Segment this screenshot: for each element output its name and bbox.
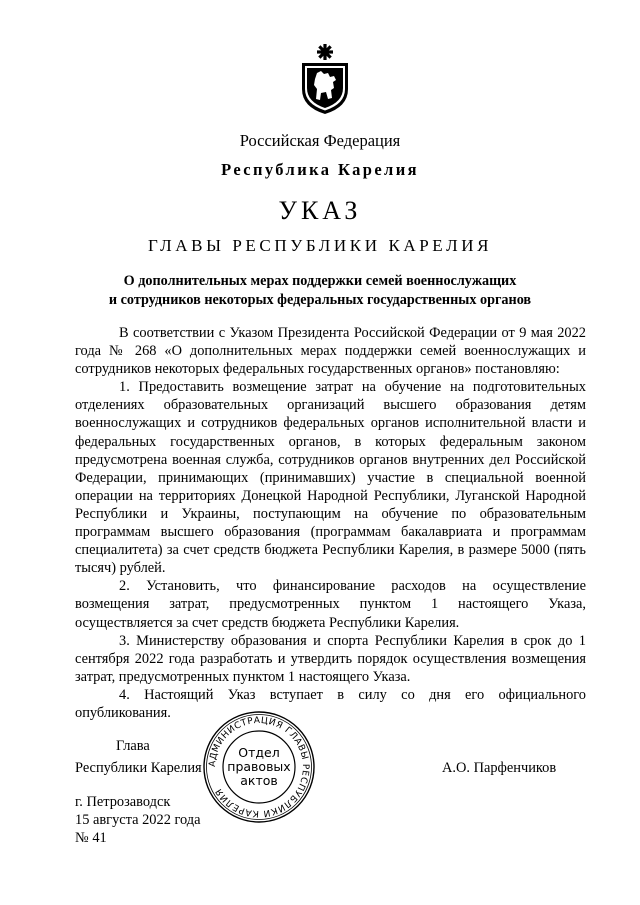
clause-1: 1. Предоставить возмещение затрат на обучение на подготовительных отделениях образовательных организаций высшего образования детям военнослужащих и сотрудников федеральных органов исполнительной власти и федеральных государственных органов, в которых федеральным законом предусмотрена военная служба, сотрудников органов внутренних дел Российской Федерации, принимающих (принимавших) участие в специальной военной операции на территориях Донецкой Народной Республики, Луганской Народной Республики и Украины, поступающим на обучение по образовательным программам высшего образования (программам бакалавриата и программам специалитета) за счет средств бюджета Республики Карелия, в размере 5000 (пять тысяч) рублей. [75,379,586,577]
preamble-paragraph: В соответствии с Указом Президента Российской Федерации от 9 мая 2022 года № 268 «О дополнительных мерах поддержки семей военнослужащих и сотрудников некоторых федеральных государственных органов» постановляю: [75,325,586,378]
subject-line-1: О дополнительных мерах поддержки семей военнослужащих [123,273,517,289]
decree-body [75,324,586,722]
stamp-ring-text: АДМИНИСТРАЦИЯ ГЛАВЫ РЕСПУБЛИКИ КАРЕЛИЯ [207,715,311,819]
legal-department-stamp [202,710,316,824]
issuer-title: ГЛАВЫ РЕСПУБЛИКИ КАРЕЛИЯ [147,236,493,255]
karelia-coat-of-arms-icon [299,43,351,115]
stamp-center-line-1: Отдел [238,745,280,760]
clause-2: 2. Установить, что финансирование расходов на осуществление возмещения затрат, предусмотренных пунктом 1 настоящего Указа, осуществляется за счет средств бюджета Республики Карелия. [75,578,586,631]
issue-date: 15 августа 2022 года [75,812,201,829]
signatory-title: Глава [116,738,150,754]
stamp-center-line-2: правовых [227,759,291,774]
stamp-center-line-3: актов [240,773,278,788]
clause-4: 4. Настоящий Указ вступает в силу со дня его официального опубликования. [75,686,586,721]
signatory-organization: Республики Карелия [75,760,202,776]
republic-name: Республика Карелия [221,160,419,179]
clause-3: 3. Министерству образования и спорта Республики Карелия в срок до 1 сентября 2022 года разработать и утвердить порядок осуществления возмещения затрат, предусмотренных пунктом 1 настоящего Указа. [75,632,586,685]
document-type: УКАЗ [278,196,362,225]
issue-city: г. Петрозаводск [75,794,171,810]
subject-line-2: и сотрудников некоторых федеральных государственных органов [108,292,532,308]
decree-number: № 41 [75,830,107,847]
signatory-name: А.О. Парфенчиков [442,760,557,776]
issue-details [75,793,201,848]
country-name: Российская Федерация [239,131,401,150]
decree-subject [60,272,580,310]
